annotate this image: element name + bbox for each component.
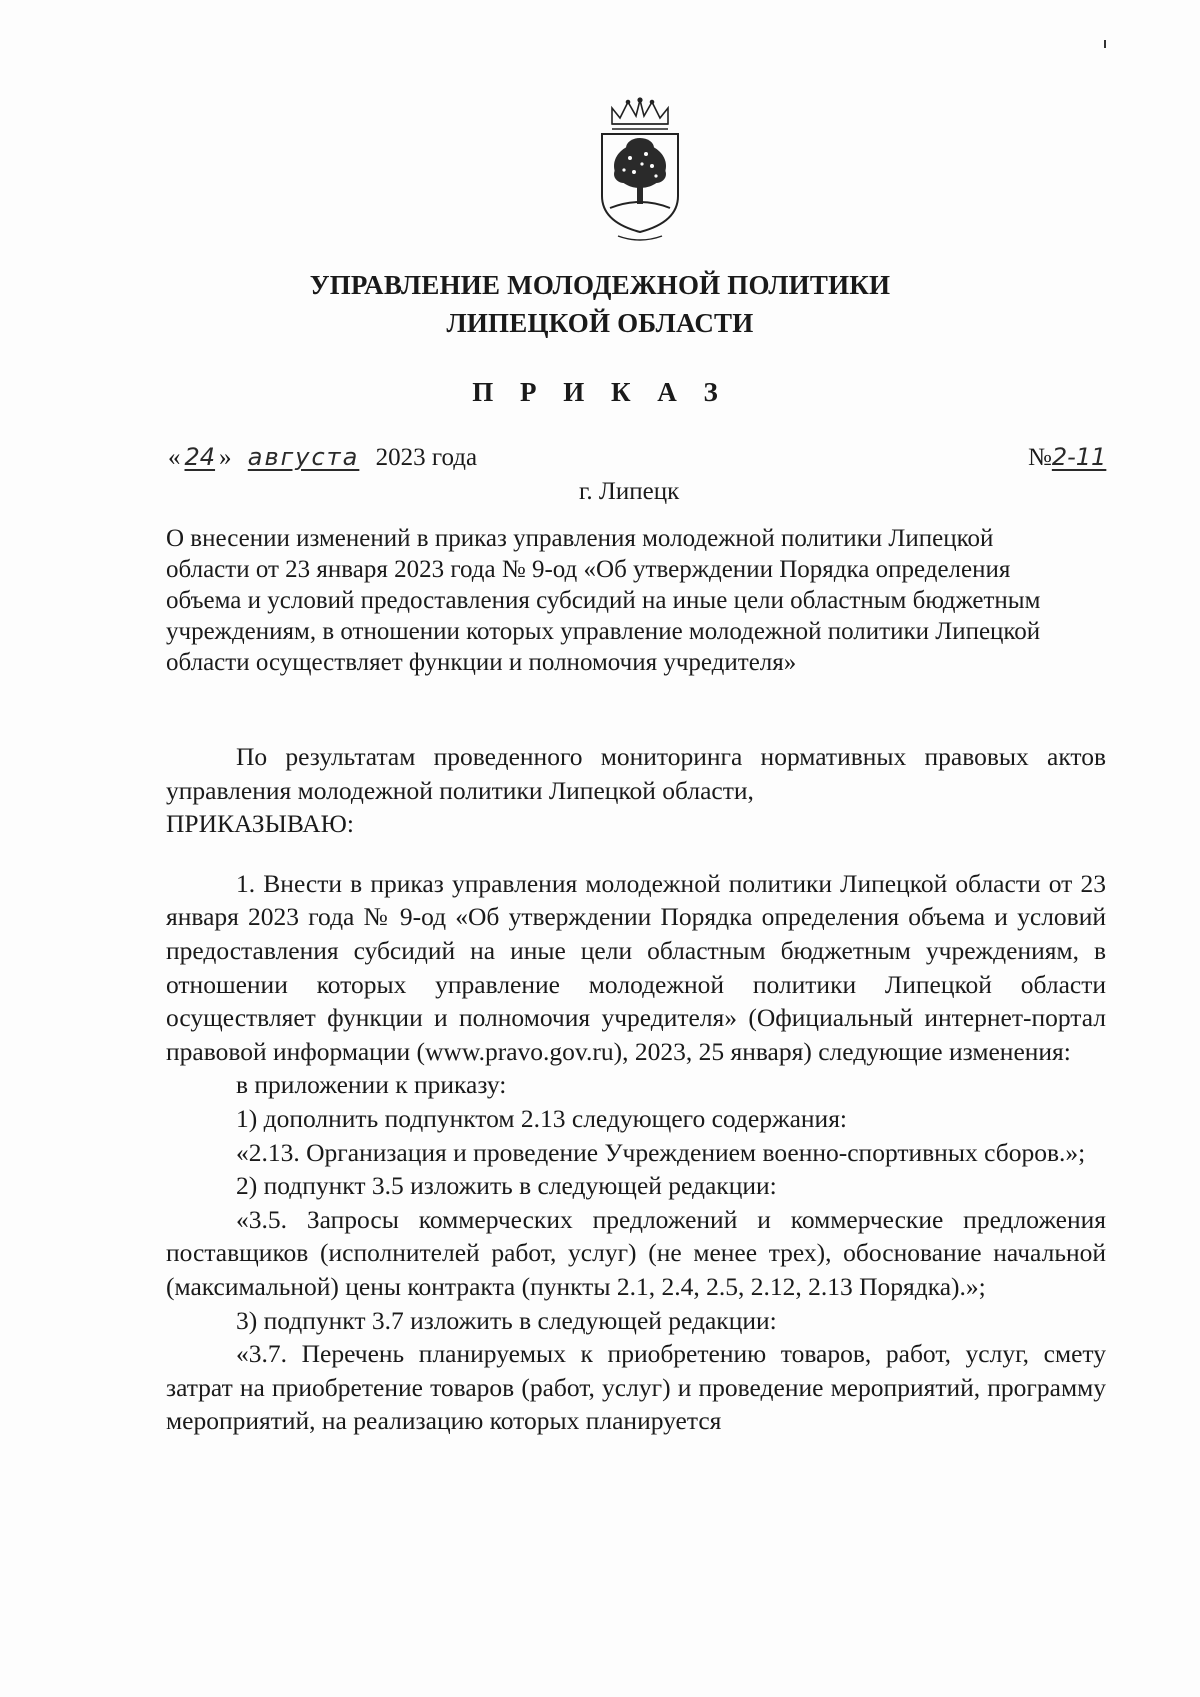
paragraph-7: 3) подпункт 3.7 изложить в следующей редакции: xyxy=(236,1305,777,1335)
date-open-quote: « xyxy=(168,444,181,471)
scan-mark xyxy=(1104,40,1106,48)
paragraph-6: «3.5. Запросы коммерческих предложений и коммерческие предложения поставщиков (исполнителей работ, услуг) (не менее трех), обоснование начальной (максимальной) цены контракта (пункты 2.1, 2.4, 2.5, 2.12, 2.13 Порядка).»; xyxy=(166,1204,1106,1301)
date-close-quote: » xyxy=(219,444,232,471)
date-year: 2023 года xyxy=(375,444,478,471)
coat-of-arms-icon xyxy=(590,96,690,246)
date-day-handwritten: 24 xyxy=(184,443,216,471)
number-prefix: № xyxy=(1028,444,1052,471)
order-body xyxy=(166,740,1106,1438)
order-subject: О внесении изменений в приказ управления молодежной политики Липецкой области от 23 января 2023 года № 9-од «Об утверждении Порядка определения объема и условий предоставления субсидий на иные цели областным бюджетным учреждениям, в отношении которых управление молодежной политики Липецкой области осуществляет функции и полномочия учредителя» xyxy=(166,525,1041,676)
order-number xyxy=(1028,443,1106,472)
org-title-line2: ЛИПЕЦКОЙ ОБЛАСТИ xyxy=(446,308,754,338)
paragraph-4: «2.13. Организация и проведение Учреждением военно-спортивных сборов.»; xyxy=(236,1137,1086,1167)
paragraph-3: 1) дополнить подпунктом 2.13 следующего содержания: xyxy=(236,1103,848,1133)
document-type: П Р И К А З xyxy=(472,377,728,407)
number-value-handwritten: 2-11 xyxy=(1051,443,1107,471)
city: г. Липецк xyxy=(579,478,680,505)
org-title-line1: УПРАВЛЕНИЕ МОЛОДЕЖНОЙ ПОЛИТИКИ xyxy=(309,270,891,300)
order-date xyxy=(168,443,477,472)
order-word: ПРИКАЗЫВАЮ: xyxy=(166,809,354,839)
paragraph-2: в приложении к приказу: xyxy=(236,1070,507,1100)
date-month-handwritten: августа xyxy=(247,443,360,471)
paragraph-1: 1. Внести в приказ управления молодежной политики Липецкой области от 23 января 2023 года № 9-од «Об утверждении Порядка определения объема и условий предоставления субсидий на иные цели областным бюджетным учреждениям, в отношении которых управление молодежной политики Липецкой области осуществляет функции и полномочия учредителя» (Официальный интернет-портал правовой информации (www.pravo.gov.ru), 2023, 25 января) следующие изменения: xyxy=(166,868,1106,1066)
paragraph-8: «3.7. Перечень планируемых к приобретению товаров, работ, услуг, смету затрат на приобретение товаров (работ, услуг) и проведение мероприятий, программу мероприятий, на реализацию которых планируется xyxy=(166,1339,1106,1436)
preamble: По результатам проведенного мониторинга нормативных правовых актов управления молодежной политики Липецкой области, xyxy=(166,742,1106,805)
paragraph-5: 2) подпункт 3.5 изложить в следующей редакции: xyxy=(236,1171,777,1201)
